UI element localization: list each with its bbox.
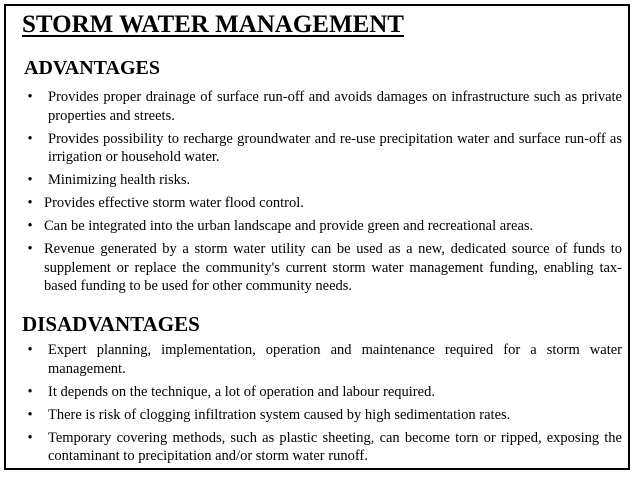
list-item-text: It depends on the technique, a lot of operation and labour required.	[48, 383, 435, 400]
list-item-text: There is risk of clogging infiltration system caused by high sedimentation rates.	[48, 406, 511, 423]
list-item-text: Provides possibility to recharge groundwater and re-use precipitation water and surface run-off as irrigation or household water.	[48, 130, 622, 166]
list-item	[24, 194, 622, 213]
list-item	[24, 130, 622, 167]
list-item-text: Revenue generated by a storm water utility can be used as a new, dedicated source of funds to supplement or replace the community's current storm water management funding, enabling tax-based funding to be used for other community needs.	[44, 241, 622, 295]
disadvantages-list	[24, 341, 622, 470]
list-item	[24, 341, 622, 378]
bullet-icon: •	[27, 218, 33, 235]
bullet-icon: •	[27, 342, 33, 358]
bullet-icon: •	[27, 406, 33, 423]
list-item	[24, 240, 622, 296]
list-item-text: Can be integrated into the urban landscape and provide green and recreational areas.	[44, 218, 534, 235]
bullet-icon: •	[27, 89, 33, 105]
list-item	[24, 406, 622, 425]
bullet-icon: •	[27, 130, 33, 147]
bullet-icon: •	[27, 429, 33, 446]
list-item	[24, 383, 622, 402]
list-item	[24, 217, 622, 236]
disadvantages-heading: DISADVANTAGES	[22, 312, 200, 336]
advantages-list	[24, 88, 622, 300]
page-title: STORM WATER MANAGEMENT	[22, 11, 404, 38]
slide-frame	[4, 4, 630, 470]
list-item	[24, 171, 622, 190]
list-item-text: Provides effective storm water flood control.	[44, 195, 304, 212]
list-item-text: Minimizing health risks.	[48, 172, 191, 189]
bullet-icon: •	[27, 241, 33, 258]
list-item-text: Expert planning, implementation, operation and maintenance required for a storm water management.	[48, 342, 622, 377]
bullet-icon: •	[27, 383, 33, 400]
list-item	[24, 429, 622, 466]
bullet-icon: •	[27, 195, 33, 212]
list-item-text: Provides proper drainage of surface run-off and avoids damages on infrastructure such as private properties and streets.	[48, 89, 622, 124]
advantages-heading: ADVANTAGES	[24, 57, 160, 79]
list-item-text: Temporary covering methods, such as plastic sheeting, can become torn or ripped, exposing the contaminant to precipitation and/or storm water runoff.	[48, 429, 622, 465]
list-item	[24, 88, 622, 125]
bullet-icon: •	[27, 172, 33, 189]
